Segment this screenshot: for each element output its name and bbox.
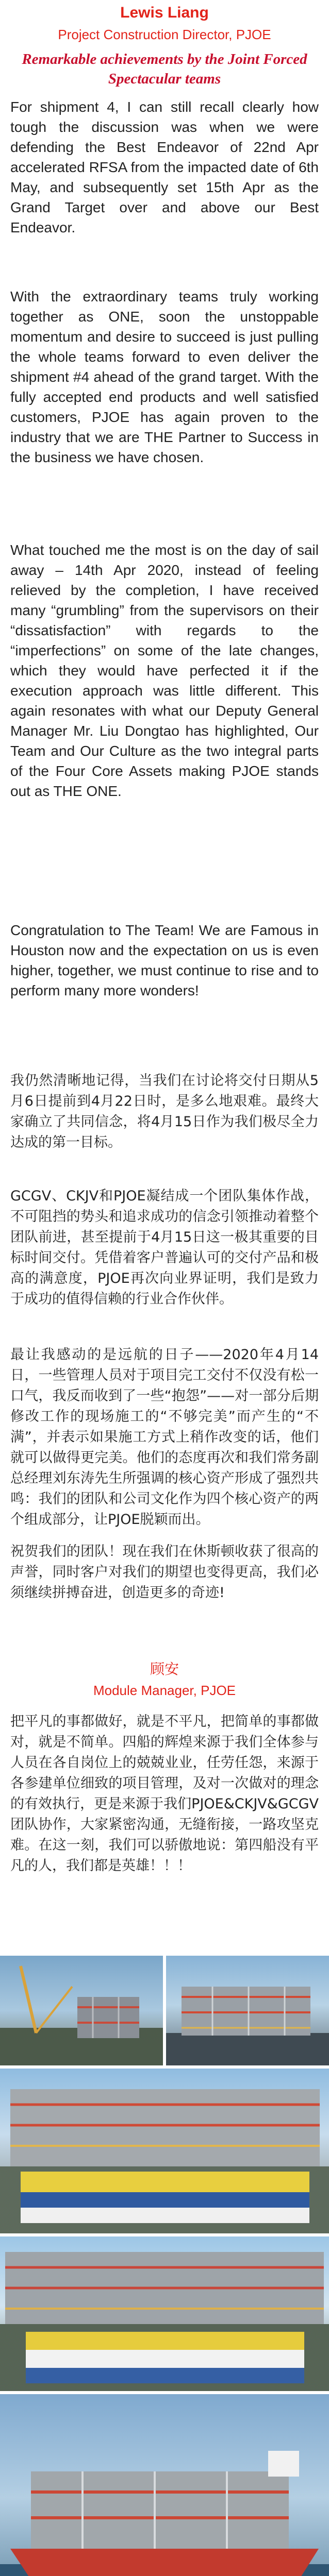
chinese-paragraph-1: 我仍然清晰地记得，当我们在讨论将交付日期从5月6日提前到4月22日时，是多么地艰难。最终大家确立了共同信念，将4月15日作为我们极尽全力达成的第一目标。 — [10, 1073, 319, 1150]
chinese-paragraph-3: 最让我感动的是远航的日子——2020年4月14日，一些管理人员对于项目完工交付不仅没有松一口气，我反而收到了一些“抱怨”——对一部分后期修改工作的现场施工的“不够完美”而产生的“不满”，并表示如果施工方式上稍作改变的话，他们就可以做得更完美。他们的态度再次和我们常务副总经理刘东涛先生所强调的核心资产形成了强烈共鸣：我们的团队和公司文化作为四个核心资产的两个组成部分，让PJOE脱颖而出。 — [10, 1347, 319, 1528]
english-paragraph-1: For shipment 4, I can still recall clearly how tough the discussion was when we were defending the Best Endeavor of 22nd Apr accelerated RFSA from the impacted date of 6th May, and subsequently set 15th Apr as the Grand Target over and above our Best Endeavor. — [10, 99, 323, 235]
section2-paragraph: 把平凡的事都做好，就是不平凡，把简单的事都做对，就是不简单。四船的辉煌来源于我们全体参与人员在各自岗位上的兢兢业业，任劳任怨，来源于各参建单位细致的项目管理，及对一次做对的理念的有效执行，更是来源于我们PJOE&CKJV&GCGV团队协作，大家紧密沟通，无缝衔接，一路攻坚克难。在这一刻，我们可以骄傲地说：第四船没有平凡的人，我们都是英雄！！！ — [10, 1714, 319, 1874]
team-group-photo-1 — [0, 2069, 329, 2233]
cargo-ship-photo — [0, 2394, 329, 2576]
section2-name: 顾安 — [150, 1661, 179, 1677]
team-group-photo-2 — [0, 2236, 329, 2391]
module-deck-photo — [166, 1956, 329, 2065]
english-paragraph-4: Congratulation to The Team! We are Famous in Houston now and the expectation on us is even higher, together, we must continue to rise and to perform many more wonders! — [10, 922, 323, 998]
section2-role: Module Manager, PJOE — [93, 1683, 236, 1698]
article-headline: Remarkable achievements by the Joint Forced Spectacular teams — [22, 51, 307, 87]
english-paragraph-2: With the extraordinary teams truly working together as ONE, soon the unstoppable momentum and desire to succeed is just pulling the whole teams forward to even deliver the shipment #4 ahead of the grand target. With the fully accepted end products and well satisfied customers, PJOE has again proven to the industry that we are THE Partner to Success in the business we have chosen. — [10, 289, 323, 465]
module-deck-illustration — [166, 1956, 329, 2065]
author-role: Project Construction Director, PJOE — [58, 27, 271, 42]
english-paragraph-3: What touched me the most is on the day of sail away – 14th Apr 2020, instead of feeling relieved by the completion, I have received many “grumbling” from the supervisors on their “dissatisfaction” with regards to the “imperfections” on some of the late changes, which they would have perfected it if the execution approach was little different. This again resonates with what our Deputy General Manager Mr. Liu Dongtao has highlighted, Our Team and Our Culture as the two integral parts of the Four Core Assets making PJOE stands out as THE ONE. — [10, 542, 323, 799]
cargo-ship-illustration — [0, 2394, 329, 2576]
crane-yard-photo — [0, 1956, 163, 2065]
chinese-paragraph-4: 祝贺我们的团队！现在我们在休斯顿收获了很高的声誉，同时客户对我们的期望也变得更高，我们必须继续拼搏奋进，创造更多的奇迹! — [10, 1544, 319, 1601]
team-photo-2-illustration — [0, 2236, 329, 2391]
chinese-paragraph-2: GCGV、CKJV和PJOE凝结成一个团队集体作战，不可阻挡的势头和追求成功的信念引领推动着整个团队前进，甚至提前于4月15日这一极其重要的目标时间交付。凭借着客户普遍认可的交付产品和极高的满意度，PJOE再次向业界证明，我们是致力于成功的值得信赖的行业合作伙伴。 — [10, 1188, 319, 1307]
team-photo-1-illustration — [0, 2069, 329, 2233]
author-name: Lewis Liang — [120, 4, 209, 21]
crane-yard-illustration — [0, 1956, 163, 2065]
